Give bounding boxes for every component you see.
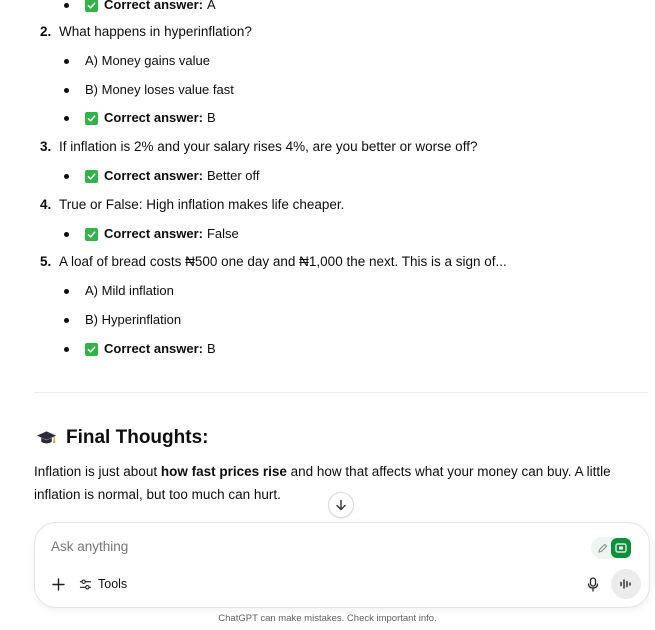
plus-icon: [52, 578, 65, 591]
list-item: [64, 81, 234, 99]
check-icon: [85, 228, 98, 241]
option-text: B) Hyperinflation: [85, 312, 182, 327]
question-number: 3.: [40, 139, 52, 154]
prompt-input[interactable]: [51, 539, 501, 554]
answer-value: B: [206, 110, 216, 125]
option-text: B) Money loses value fast: [85, 82, 234, 97]
dictate-button[interactable]: [584, 575, 602, 593]
bullet: [64, 88, 69, 93]
bullet: [64, 174, 69, 179]
section-heading: [36, 426, 208, 450]
answer-label: Correct answer:: [104, 110, 203, 125]
list-item: [64, 0, 216, 14]
answer-label: Correct answer:: [104, 341, 203, 356]
question-5: [40, 253, 507, 271]
question-2: [40, 23, 252, 41]
check-icon: [85, 0, 98, 12]
add-attachment-button[interactable]: [49, 575, 67, 593]
check-icon: [85, 112, 98, 125]
question-text: If inflation is 2% and your salary rises 4%, are you better or worse off?: [59, 139, 478, 154]
answer-value: A: [206, 0, 216, 12]
paragraph-bold-text: how fast prices rise: [160, 464, 287, 479]
question-text: True or False: High inflation makes life cheaper.: [59, 197, 345, 212]
bullet: [64, 3, 69, 8]
app-badge-icon: [611, 538, 631, 558]
bullet: [64, 347, 69, 352]
check-icon: [85, 343, 98, 356]
scroll-down-button[interactable]: [328, 492, 354, 518]
list-item: [64, 109, 216, 127]
answer-label: Correct answer:: [104, 226, 203, 241]
option-text: A) Money gains value: [85, 53, 211, 68]
paragraph-text: Inflation is just about: [34, 464, 161, 479]
graduation-cap-icon: [36, 429, 57, 447]
question-number: 2.: [40, 24, 52, 39]
bullet: [64, 318, 69, 323]
list-item: [64, 282, 174, 300]
section-heading-text: Final Thoughts:: [66, 427, 209, 448]
list-item: [64, 225, 239, 243]
bullet: [64, 232, 69, 237]
arrow-down-icon: [335, 499, 347, 511]
answer-value: B: [206, 341, 216, 356]
list-item: [64, 340, 216, 358]
disclaimer: ChatGPT can make mistakes. Check important info.: [218, 613, 437, 624]
divider: [34, 392, 648, 393]
answer-value: False: [206, 226, 239, 241]
bullet: [64, 116, 69, 121]
voice-mode-button[interactable]: [611, 569, 641, 599]
composer: [34, 522, 650, 608]
question-text: What happens in hyperinflation?: [59, 24, 252, 39]
paragraph-text: and how that affects what your money can buy. A little inflation is normal, but too much can hurt.: [34, 464, 611, 502]
question-text: A loaf of bread costs ₦500 one day and ₦1,000 the next. This is a sign of...: [59, 254, 507, 269]
sliders-icon: [79, 578, 92, 591]
list-item: [64, 311, 181, 329]
answer-label: Correct answer:: [104, 0, 203, 12]
pen-icon: [593, 543, 611, 554]
bullet: [64, 289, 69, 294]
tools-label: Tools: [98, 577, 128, 591]
microphone-icon: [587, 577, 599, 592]
bullet: [64, 59, 69, 64]
list-item: [64, 52, 210, 70]
question-number: 5.: [40, 254, 52, 269]
check-icon: [85, 170, 98, 183]
question-number: 4.: [40, 197, 52, 212]
question-4: [40, 196, 344, 214]
tools-button[interactable]: [79, 575, 127, 593]
question-3: [40, 138, 477, 156]
answer-value: Better off: [206, 168, 260, 183]
answer-label: Correct answer:: [104, 168, 203, 183]
extension-toggle[interactable]: [591, 537, 631, 559]
waveform-icon: [619, 578, 633, 590]
option-text: A) Mild inflation: [85, 283, 174, 298]
list-item: [64, 167, 260, 185]
